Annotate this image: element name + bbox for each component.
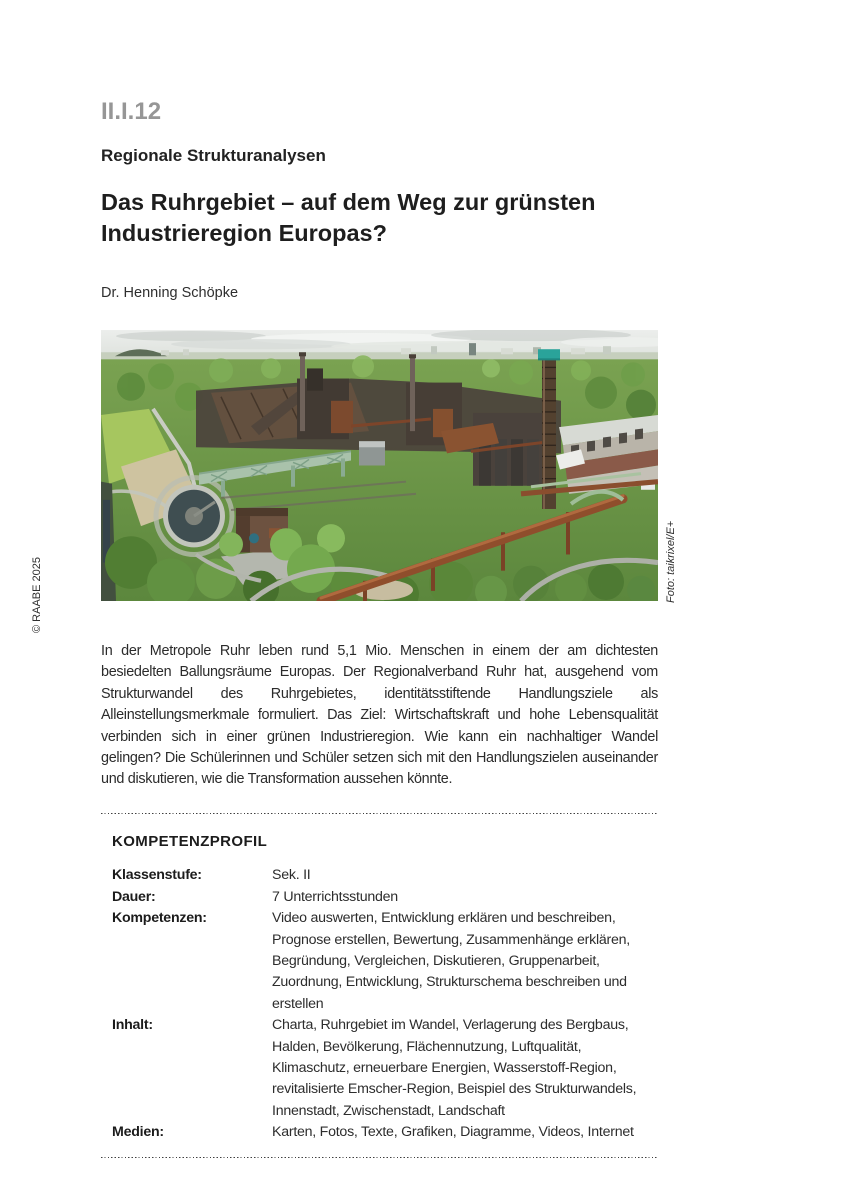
unit-code: II.I.12: [101, 98, 162, 125]
row-label: Dauer:: [112, 888, 156, 905]
title-line-1: Das Ruhrgebiet – auf dem Weg zur grünsten: [101, 189, 596, 215]
photo-illustration: [101, 330, 658, 601]
table-row: [112, 1122, 658, 1143]
table-row: [112, 1015, 658, 1122]
dotted-divider-top: [101, 813, 658, 815]
body-column: [101, 641, 658, 1158]
row-value: Charta, Ruhrgebiet im Wandel, Verlagerung des Bergbaus, Halden, Bevölkerung, Flächennutzung, Luftqualität, Klimaschutz, erneuerbare Energien, Wasserstoff-Region, revitalisierte Emscher-Region, Beispiel des Strukturwandels, Innenstadt, Zwischenstadt, Landschaft: [272, 1017, 637, 1119]
row-label: Medien:: [112, 1124, 164, 1141]
photo-credit: Foto: taikrixel/E+: [665, 520, 677, 603]
page-title: [101, 187, 661, 249]
copyright-margin-note: © RAABE 2025: [31, 557, 43, 633]
title-line-2: Industrieregion Europas?: [101, 220, 387, 246]
row-label: Klassenstufe:: [112, 867, 202, 884]
row-value: Video auswerten, Entwicklung erklären und beschreiben, Prognose erstellen, Bewertung, Zusammenhänge erklären, Begründung, Vergleichen, Diskutieren, Gruppenarbeit, Zuordnung, Entwicklung, Strukturschema beschreiben und erstellen: [272, 910, 630, 1012]
row-value: Sek. II: [272, 867, 311, 884]
row-label: Inhalt:: [112, 1017, 153, 1034]
aerial-industrial-park-photo: [101, 330, 658, 601]
competence-profile: [101, 833, 658, 1143]
dotted-divider-bottom: [101, 1157, 658, 1159]
row-label: Kompetenzen:: [112, 910, 207, 927]
table-row: [112, 908, 658, 1015]
table-row: [112, 865, 658, 886]
row-value: 7 Unterrichtsstunden: [272, 888, 398, 905]
competence-profile-heading: KOMPETENZPROFIL: [112, 833, 268, 851]
table-row: [112, 887, 658, 908]
row-value: Karten, Fotos, Texte, Grafiken, Diagramme, Videos, Internet: [272, 1124, 634, 1141]
intro-paragraph: In der Metropole Ruhr leben rund 5,1 Mio. Menschen in einem der am dichtesten besiedelten Ballungsräume Europas. Der Regionalverband Ruhr hat, ausgehend vom Strukturwandel des Ruhrgebietes, identitätsstiftende Handlungsziele als Alleinstellungsmerkmale formuliert. Das Ziel: Wirtschaftskraft und hohe Lebensqualität verbinden sich in einer grünen Industrieregion. Wie kann ein nachhaltiger Wandel gelingen? Die Schülerinnen und Schüler setzen sich mit den Handlungszielen auseinander und diskutieren, wie die Transformation aussehen könnte.: [101, 643, 658, 788]
series-title: Regionale Strukturanalysen: [101, 146, 326, 165]
author-byline: Dr. Henning Schöpke: [101, 285, 239, 301]
